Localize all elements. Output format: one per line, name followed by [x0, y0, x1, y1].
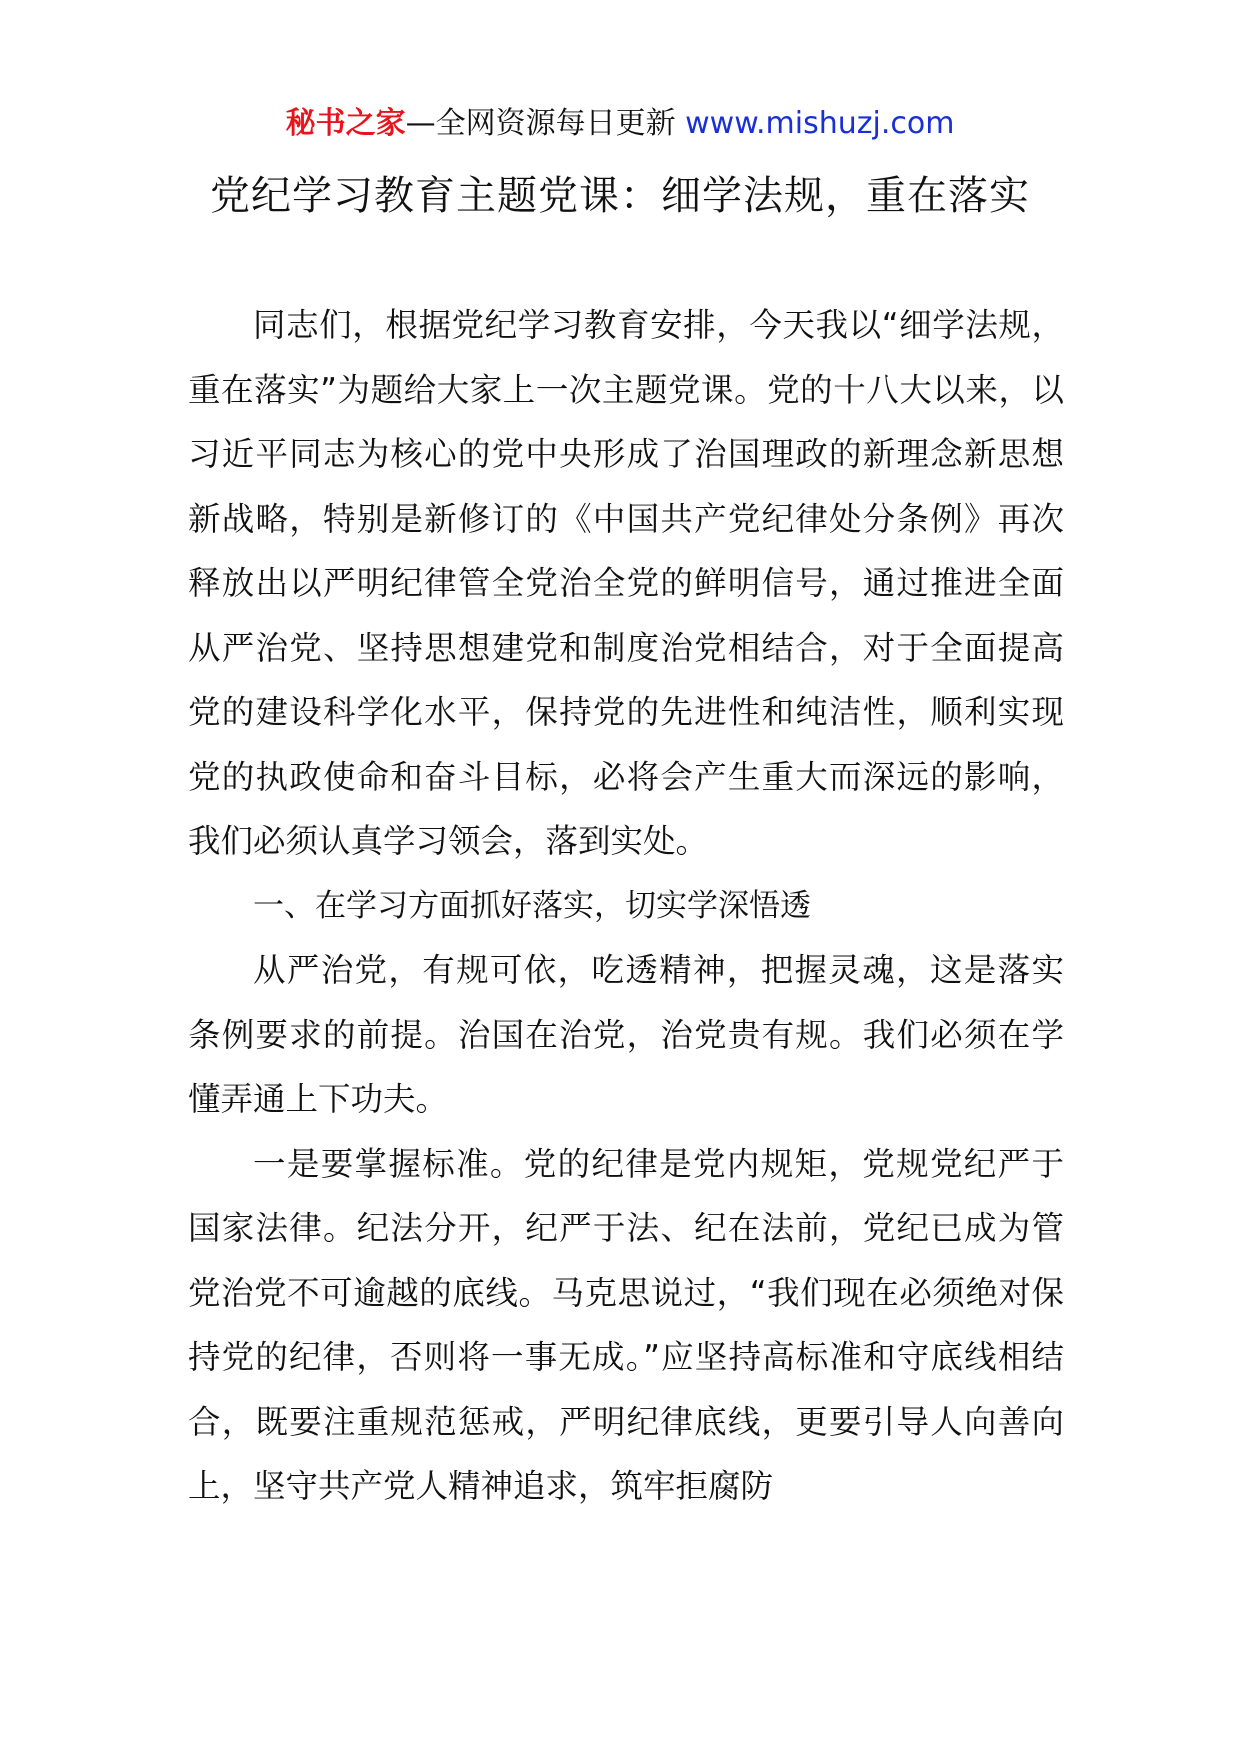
site-url-link[interactable]: www.mishuzj.com: [685, 106, 955, 141]
document-title: 党纪学习教育主题党课：细学法规，重在落实: [210, 173, 1030, 219]
brand-name: 秘书之家: [285, 106, 406, 141]
header-tagline: —全网资源每日更新: [405, 106, 676, 141]
section-heading: 一、在学习方面抓好落实，切实学深悟透: [253, 887, 811, 924]
intro-paragraph: 同志们，根据党纪学习教育安排，今天我以“细学法规，重在落实”为题给大家上一次主题党课。党的十八大以来，以习近平同志为核心的党中央形成了治国理政的新理念新思想新战略，特别是新修订的《中国共产党纪律处分条例》再次释放出以严明纪律管全党治全党的鲜明信号，通过推进全面从严治党、坚持思想建党和制度治党相结合，对于全面提高党的建设科学化水平，保持党的先进性和纯洁性，顺利实现党的执政使命和奋斗目标，必将会产生重大而深远的影响，我们必须认真学习领会，落到实处。: [188, 306, 1064, 860]
body-paragraph: 从严治党，有规可依，吃透精神，把握灵魂，这是落实条例要求的前提。治国在治党，治党贵有规。我们必须在学懂弄通上下功夫。: [188, 951, 1064, 1118]
document-body: [188, 293, 1064, 1519]
body-paragraph: 一是要掌握标准。党的纪律是党内规矩，党规党纪严于国家法律。纪法分开，纪严于法、纪在法前，党纪已成为管党治党不可逾越的底线。马克思说过，“我们现在必须绝对保持党的纪律，否则将一事无成。”应坚持高标准和守底线相结合，既要注重规范惩戒，严明纪律底线，更要引导人向善向上，坚守共产党人精神追求，筑牢拒腐防: [188, 1144, 1064, 1505]
source-header: [0, 102, 1240, 146]
